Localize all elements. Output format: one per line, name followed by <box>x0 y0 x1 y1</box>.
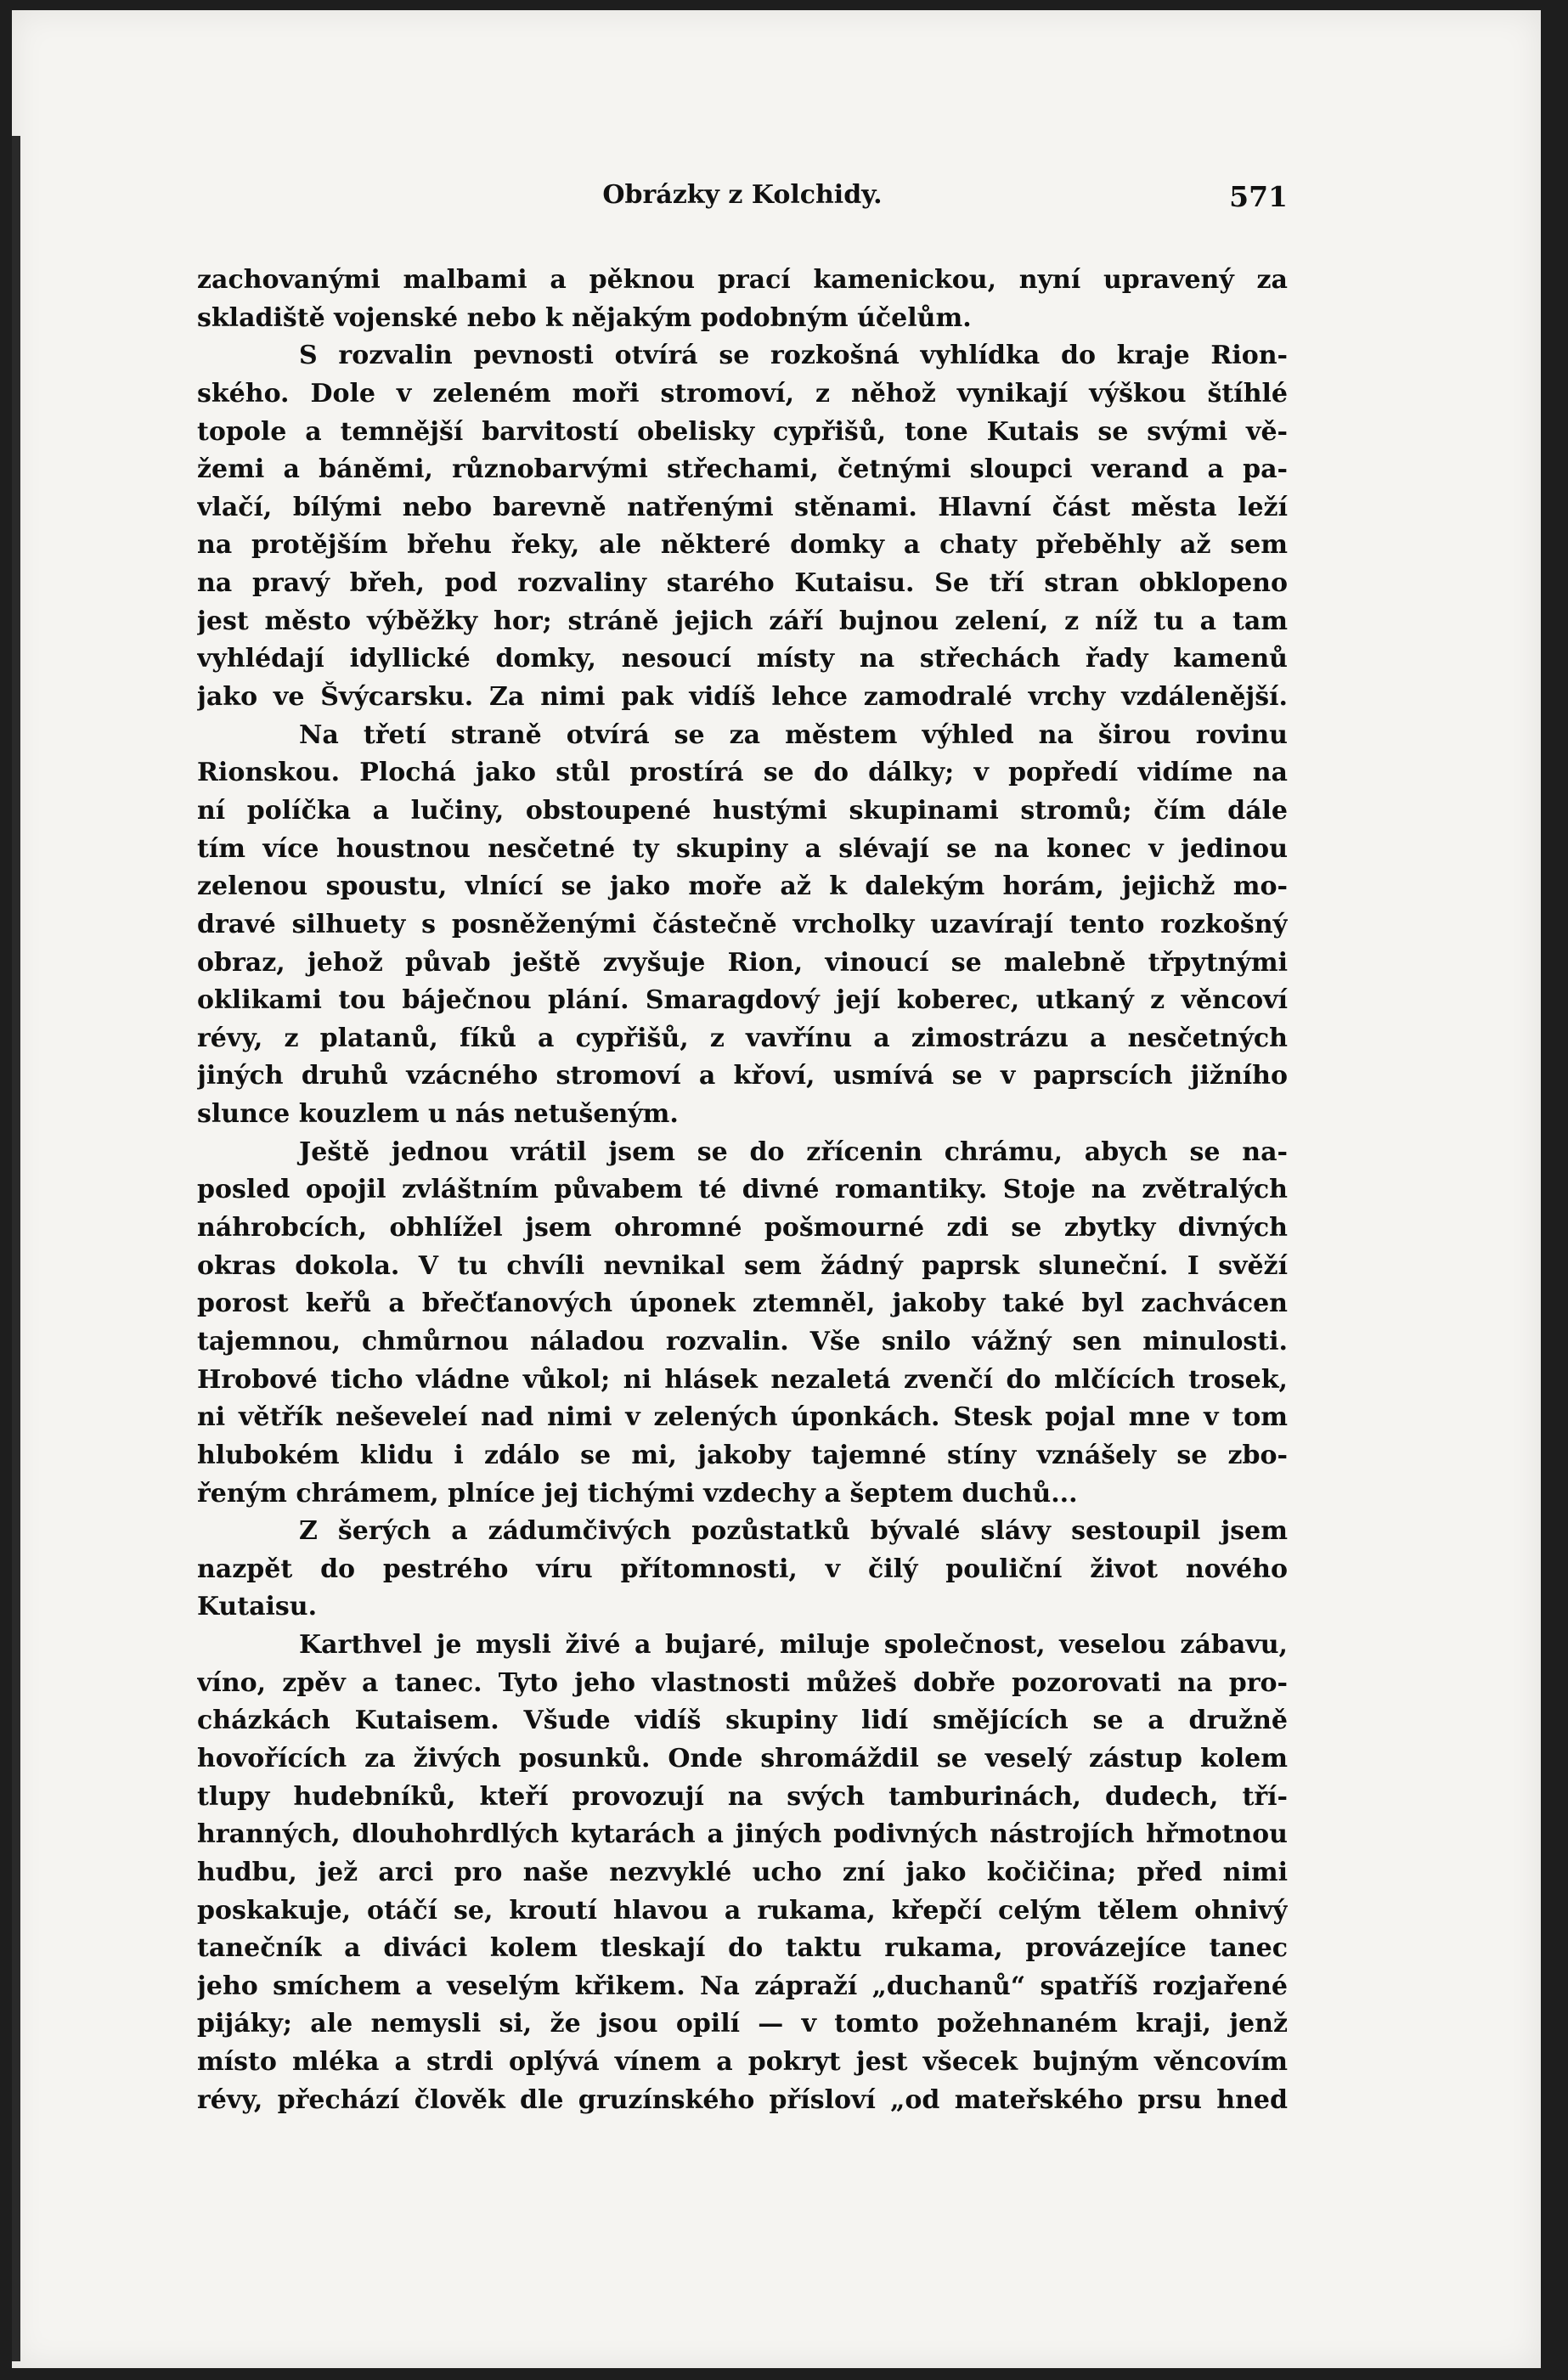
text-line: hudbu, jež arci pro naše nezvyklé ucho zní jako kočičina; před nimi <box>197 1857 1288 1887</box>
text-line: tlupy hudebníků, kteří provozují na svých tamburinách, dudech, tří- <box>197 1781 1288 1812</box>
text-line: ni větřík neševeleí nad nimi v zelených úponkách. Stesk pojal mne v tom <box>197 1402 1288 1433</box>
page-header <box>197 180 1288 214</box>
text-line: porost keřů a břečťanových úponek ztemněl, jakoby také byl zachvácen <box>197 1289 1288 1319</box>
text-line: révy, z platanů, fíků a cypřišů, z vavřínu a zimostrázu a nesčetných <box>197 1023 1288 1053</box>
text-line: tím více houstnou nesčetné ty skupiny a slévají se na konec v jedinou <box>197 833 1288 864</box>
text-line: náhrobcích, obhlížel jsem ohromné pošmourné zdi se zbytky divných <box>197 1213 1288 1244</box>
text-line: oklikami tou báječnou plání. Smaragdový její koberec, utkaný z věncoví <box>197 985 1288 1016</box>
text-line: nazpět do pestrého víru přítomnosti, v čilý pouliční život nového <box>197 1554 1288 1584</box>
text-line: tanečník a diváci kolem tleskají do taktu rukama, provázejíce tanec <box>197 1933 1288 1964</box>
text-line: řeným chrámem, plníce jej tichými vzdechy a šeptem duchů... <box>197 1478 1078 1509</box>
text-line: dravé silhuety s posněženými částečně vrcholky uzavírají tento rozkošný <box>197 909 1288 939</box>
binding-edge <box>12 136 20 2361</box>
text-line: tajemnou, chmůrnou náladou rozvalin. Vše snilo vážný sen minulosti. <box>197 1326 1288 1356</box>
text-line: Ještě jednou vrátil jsem se do zřícenin chrámu, abych se na- <box>299 1136 1288 1167</box>
text-line: cházkách Kutaisem. Všude vidíš skupiny lidí smějících se a družně <box>197 1706 1288 1736</box>
text-line: obraz, jehož půvab ještě zvyšuje Rion, vinoucí se malebně třpytnými <box>197 947 1288 978</box>
text-line: Na třetí straně otvírá se za městem výhled na širou rovinu <box>299 719 1288 750</box>
text-line: Karthvel je mysli živé a bujaré, miluje společnost, veselou zábavu, <box>299 1630 1288 1661</box>
text-line: místo mléka a strdi oplývá vínem a pokryt jest všecek bujným věncovím <box>197 2047 1288 2078</box>
text-line: Kutaisu. <box>197 1592 318 1622</box>
page-number: 571 <box>1229 180 1288 213</box>
running-title: Obrázky z Kolchidy. <box>602 180 883 210</box>
text-line: topole a temnější barvitostí obelisky cypřišů, tone Kutais se svými vě- <box>197 416 1288 447</box>
text-line: S rozvalin pevnosti otvírá se rozkošná vyhlídka do kraje Rion- <box>299 341 1288 371</box>
text-line: na pravý břeh, pod rozvaliny starého Kutaisu. Se tří stran obklopeno <box>197 568 1288 599</box>
text-line: Hrobové ticho vládne vůkol; ni hlásek nezaletá zvenčí do mlčících trosek, <box>197 1364 1288 1395</box>
text-line: žemi a báněmi, různobarvými střechami, četnými sloupci verand a pa- <box>197 454 1288 485</box>
text-line: skladiště vojenské nebo k nějakým podobným účelům. <box>197 302 972 333</box>
text-line: víno, zpěv a tanec. Tyto jeho vlastnosti můžeš dobře pozorovati na pro- <box>197 1667 1288 1698</box>
text-line: hranných, dlouhohrdlých kytarách a jiných podivných nástrojích hřmotnou <box>197 1819 1288 1850</box>
body-text <box>197 262 1288 2119</box>
text-line: posled opojil zvláštním půvabem té divné romantiky. Stoje na zvětralých <box>197 1175 1288 1205</box>
text-line: ní políčka a lučiny, obstoupené hustými skupinami stromů; čím dále <box>197 795 1288 826</box>
text-line: slunce kouzlem u nás netušeným. <box>197 1099 679 1130</box>
text-line: Rionskou. Plochá jako stůl prostírá se do dálky; v popředí vidíme na <box>197 758 1288 788</box>
text-line: vlačí, bílými nebo barevně natřenými stěnami. Hlavní část města leží <box>197 492 1288 522</box>
text-line: hlubokém klidu i zdálo se mi, jakoby tajemné stíny vznášely se zbo- <box>197 1440 1288 1470</box>
text-line: okras dokola. V tu chvíli nevnikal sem žádný paprsk sluneční. I svěží <box>197 1250 1288 1281</box>
text-line: zachovanými malbami a pěknou prací kamenickou, nyní upravený za <box>197 265 1288 295</box>
text-line: jako ve Švýcarsku. Za nimi pak vidíš lehce zamodralé vrchy vzdálenější. <box>197 682 1288 713</box>
text-line: poskakuje, otáčí se, kroutí hlavou a rukama, křepčí celým tělem ohnivý <box>197 1895 1288 1926</box>
text-line: jest město výběžky hor; stráně jejich září bujnou zelení, z níž tu a tam <box>197 606 1288 636</box>
text-line: Z šerých a zádumčivých pozůstatků bývalé slávy sestoupil jsem <box>299 1516 1288 1547</box>
text-line: zelenou spoustu, vlnící se jako moře až k dalekým horám, jejichž mo- <box>197 871 1288 902</box>
text-line: jeho smíchem a veselým křikem. Na zápraží „duchanů“ spatříš rozjařené <box>197 1971 1288 2001</box>
text-line: hovořících za živých posunků. Onde shromáždil se veselý zástup kolem <box>197 1743 1288 1774</box>
text-line: révy, přechází člověk dle gruzínského přísloví „od mateřského prsu hned <box>197 2084 1288 2115</box>
text-line: na protějším břehu řeky, ale některé domky a chaty přeběhly až sem <box>197 530 1288 561</box>
text-line: vyhlédají idyllické domky, nesoucí místy na střechách řady kamenů <box>197 644 1288 674</box>
text-line: jiných druhů vzácného stromoví a křoví, usmívá se v paprscích jižního <box>197 1061 1288 1091</box>
text-line: ského. Dole v zeleném moři stromoví, z něhož vynikají výškou štíhlé <box>197 378 1288 409</box>
text-line: pijáky; ale nemysli si, že jsou opilí — v tomto požehnaném kraji, jenž <box>197 2009 1288 2039</box>
